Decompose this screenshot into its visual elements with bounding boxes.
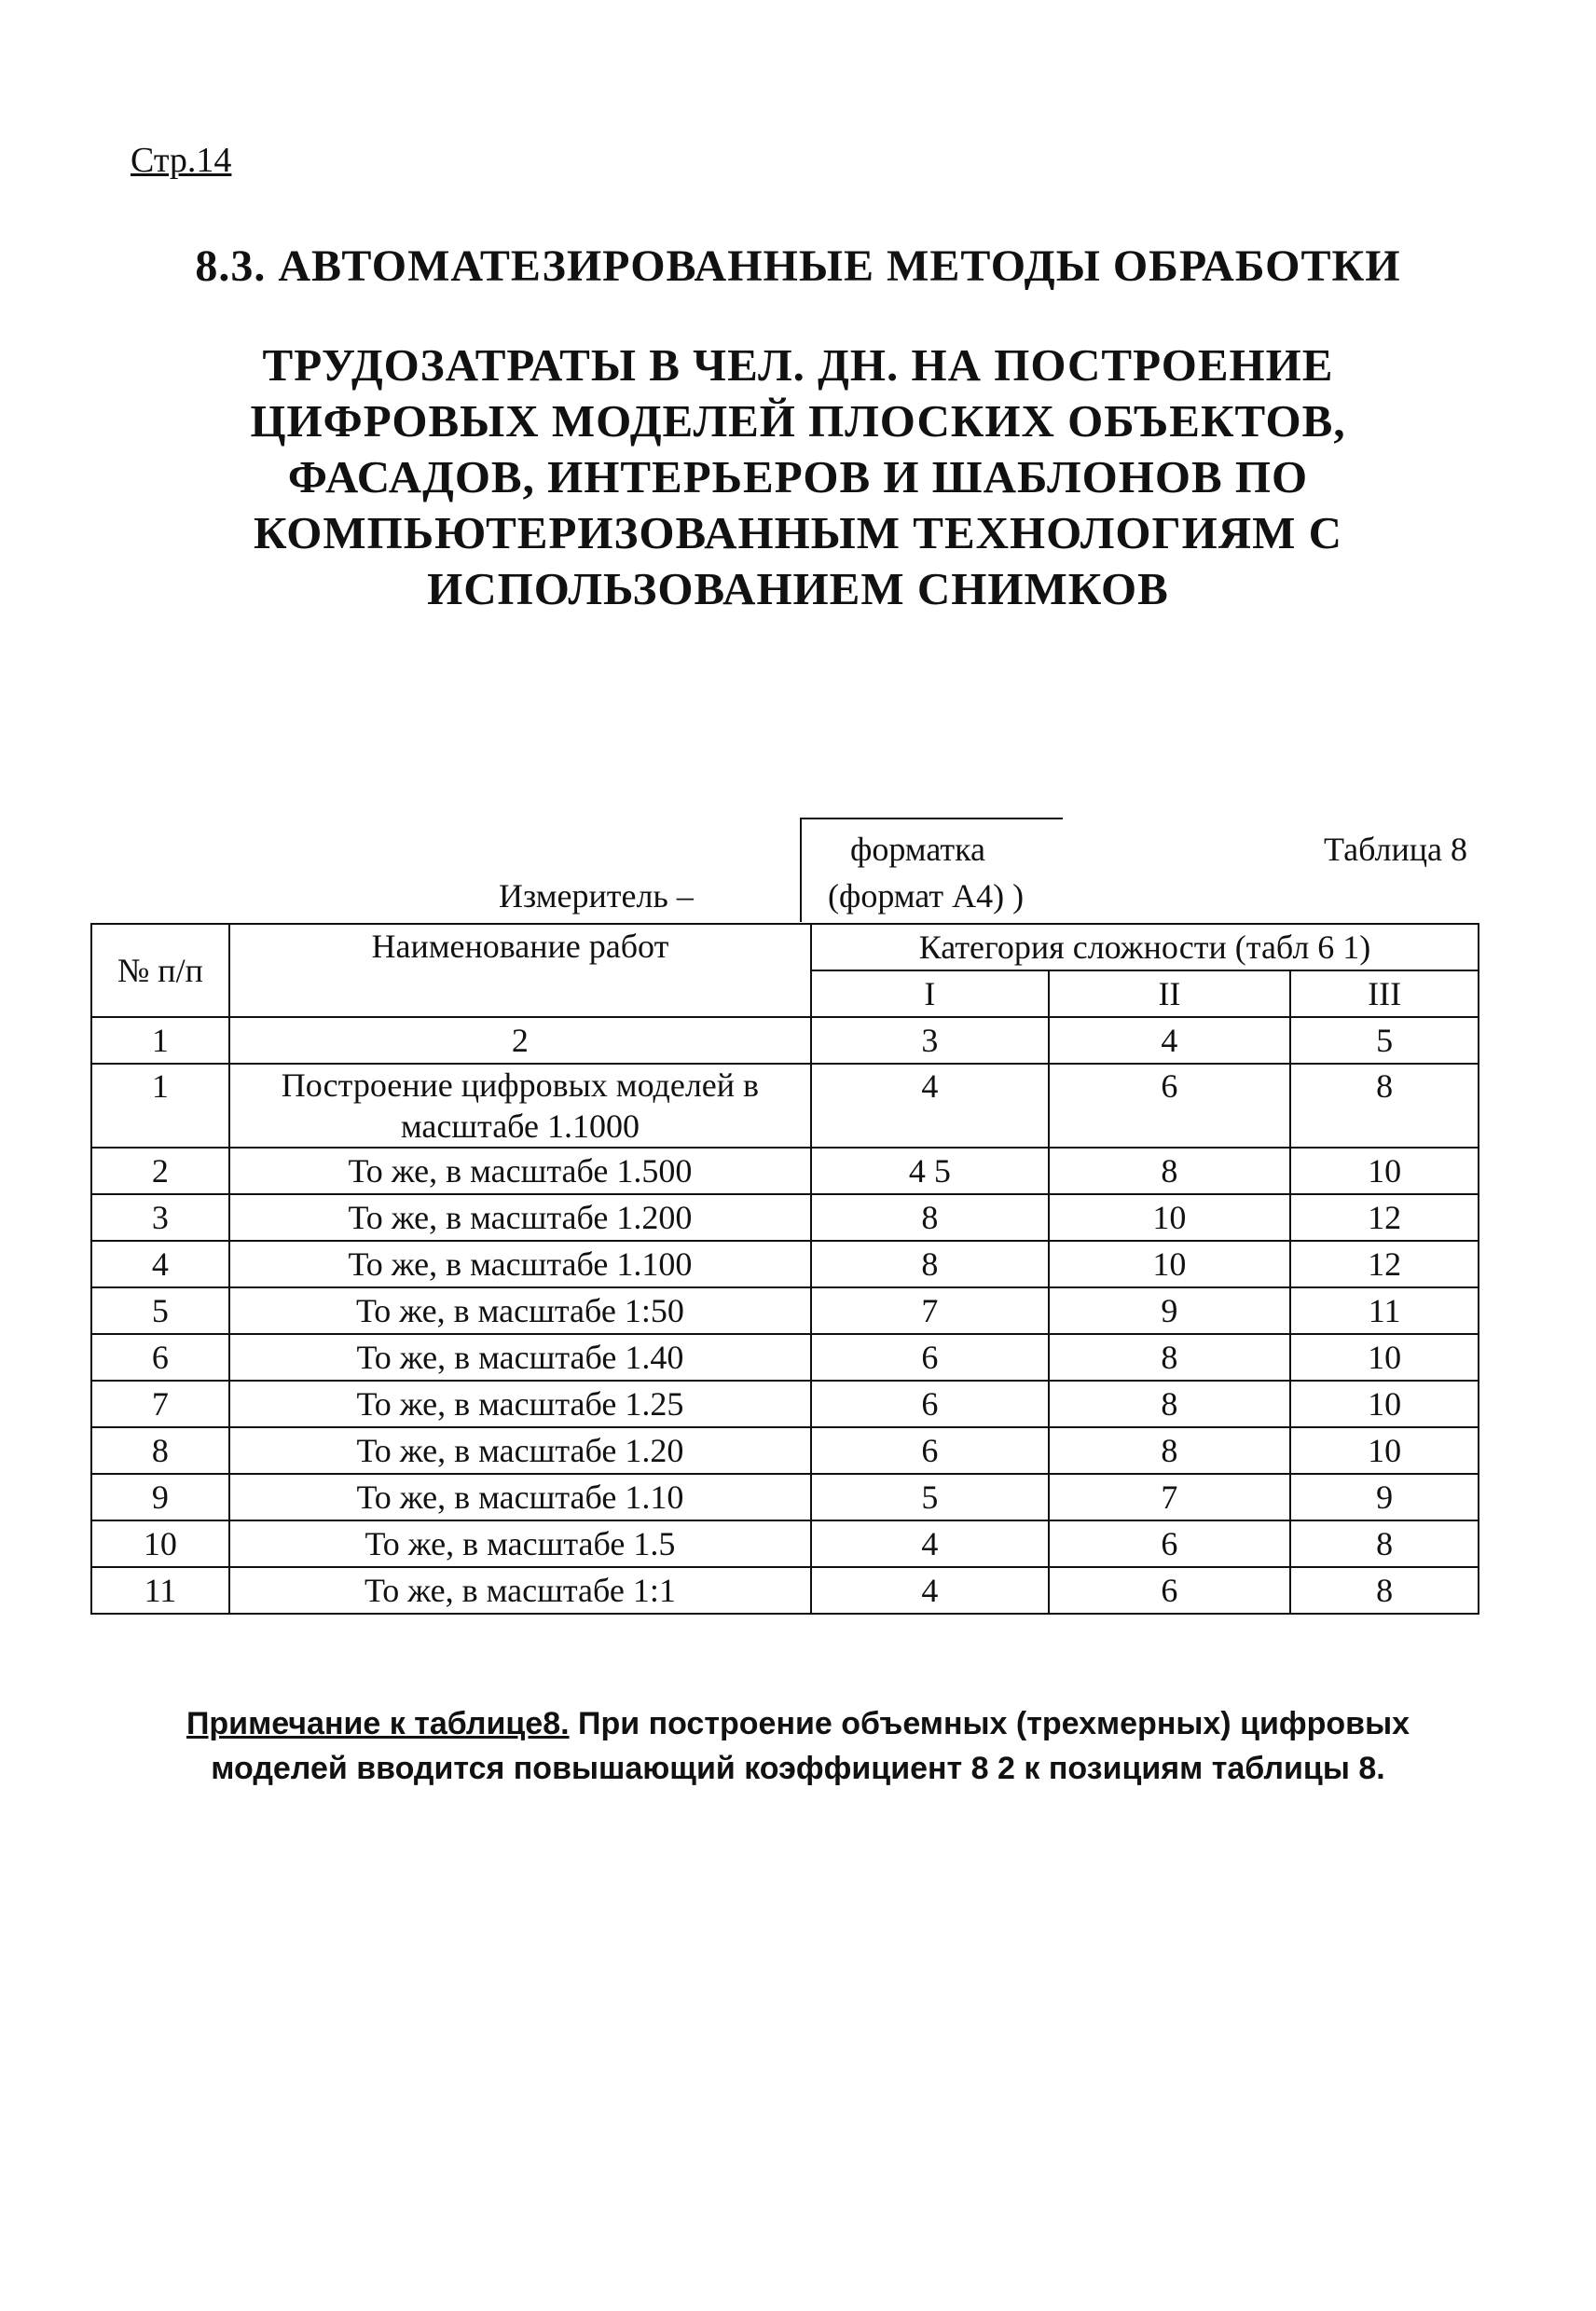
row-cat-2: 8 — [1049, 1381, 1291, 1427]
row-num: 7 — [91, 1381, 229, 1427]
row-name: То же, в масштабе 1.5 — [229, 1520, 811, 1567]
column-number-row — [91, 1017, 1479, 1064]
row-num: 4 — [91, 1241, 229, 1287]
row-num: 2 — [91, 1148, 229, 1194]
table-note — [0, 1701, 1596, 1791]
row-cat-2: 8 — [1049, 1334, 1291, 1381]
header-name: Наименование работ — [229, 924, 811, 1017]
table-row — [91, 1064, 1479, 1148]
column-number: 4 — [1049, 1017, 1291, 1064]
table-row — [91, 1241, 1479, 1287]
row-num: 11 — [91, 1567, 229, 1614]
main-title-line: ФАСАДОВ, ИНТЕРЬЕРОВ И ШАБЛОНОВ ПО — [287, 451, 1309, 502]
row-cat-1: 7 — [811, 1287, 1049, 1334]
page-number: Стр.14 — [131, 141, 232, 180]
table-row — [91, 1381, 1479, 1427]
row-name: Построение цифровых моделей в масштабе 1.1000 — [229, 1064, 811, 1148]
row-cat-3: 8 — [1290, 1520, 1479, 1567]
meter-unit-line1: форматка — [850, 831, 986, 868]
row-name: То же, в масштабе 1.25 — [229, 1381, 811, 1427]
row-cat-3: 12 — [1290, 1194, 1479, 1241]
row-cat-3: 10 — [1290, 1148, 1479, 1194]
table-row — [91, 1567, 1479, 1614]
row-name: То же, в масштабе 1.40 — [229, 1334, 811, 1381]
row-cat-1: 6 — [811, 1381, 1049, 1427]
note-label: Примечание к таблице8. — [186, 1706, 570, 1741]
main-title-line: ИСПОЛЬЗОВАНИЕМ СНИМКОВ — [427, 563, 1169, 614]
row-name: То же, в масштабе 1.20 — [229, 1427, 811, 1474]
row-num: 3 — [91, 1194, 229, 1241]
row-cat-3: 10 — [1290, 1334, 1479, 1381]
meter-label: Измеритель – — [499, 877, 694, 915]
row-cat-3: 10 — [1290, 1381, 1479, 1427]
row-cat-1: 4 — [811, 1520, 1049, 1567]
row-num: 1 — [91, 1064, 229, 1148]
row-cat-3: 12 — [1290, 1241, 1479, 1287]
header-num: № п/п — [91, 924, 229, 1017]
table-row — [91, 1474, 1479, 1520]
row-cat-2: 9 — [1049, 1287, 1291, 1334]
row-cat-2: 7 — [1049, 1474, 1291, 1520]
note-line-1 — [0, 1701, 1596, 1746]
note-text: При построение объемных (трехмерных) цифровых — [569, 1706, 1410, 1741]
meter-unit-line2: (формат А4) ) — [828, 877, 1025, 915]
row-name: То же, в масштабе 1.100 — [229, 1241, 811, 1287]
row-cat-1: 5 — [811, 1474, 1049, 1520]
row-name: То же, в масштабе 1:50 — [229, 1287, 811, 1334]
row-cat-2: 6 — [1049, 1520, 1291, 1567]
row-cat-2: 10 — [1049, 1241, 1291, 1287]
table-caption: Таблица 8 — [1324, 831, 1467, 868]
row-cat-1: 4 — [811, 1064, 1049, 1148]
row-cat-3: 9 — [1290, 1474, 1479, 1520]
row-num: 5 — [91, 1287, 229, 1334]
row-num: 8 — [91, 1427, 229, 1474]
row-cat-2: 10 — [1049, 1194, 1291, 1241]
section-title: 8.3. АВТОМАТЕЗИРОВАННЫЕ МЕТОДЫ ОБРАБОТКИ — [195, 241, 1401, 291]
row-cat-3: 11 — [1290, 1287, 1479, 1334]
row-num: 10 — [91, 1520, 229, 1567]
main-title-line: ТРУДОЗАТРАТЫ В ЧЕЛ. ДН. НА ПОСТРОЕНИЕ — [262, 339, 1334, 391]
main-title-line: ЦИФРОВЫХ МОДЕЛЕЙ ПЛОСКИХ ОБЪЕКТОВ, — [250, 395, 1346, 447]
row-cat-2: 6 — [1049, 1567, 1291, 1614]
row-cat-1: 8 — [811, 1194, 1049, 1241]
row-cat-1: 6 — [811, 1427, 1049, 1474]
row-cat-3: 8 — [1290, 1064, 1479, 1148]
table-row — [91, 1520, 1479, 1567]
row-num: 6 — [91, 1334, 229, 1381]
row-name: То же, в масштабе 1.500 — [229, 1148, 811, 1194]
row-cat-1: 8 — [811, 1241, 1049, 1287]
row-cat-2: 8 — [1049, 1427, 1291, 1474]
table-row — [91, 1148, 1479, 1194]
header-category-2: II — [1049, 970, 1291, 1017]
column-number: 1 — [91, 1017, 229, 1064]
row-name: То же, в масштабе 1.10 — [229, 1474, 811, 1520]
column-number: 3 — [811, 1017, 1049, 1064]
row-cat-1: 4 5 — [811, 1148, 1049, 1194]
row-cat-2: 6 — [1049, 1064, 1291, 1148]
row-name: То же, в масштабе 1.200 — [229, 1194, 811, 1241]
main-title-line: КОМПЬЮТЕРИЗОВАННЫМ ТЕХНОЛОГИЯМ С — [253, 507, 1343, 558]
row-cat-1: 6 — [811, 1334, 1049, 1381]
column-number: 5 — [1290, 1017, 1479, 1064]
table-row — [91, 1427, 1479, 1474]
table-row — [91, 1194, 1479, 1241]
column-number: 2 — [229, 1017, 811, 1064]
row-cat-2: 8 — [1049, 1148, 1291, 1194]
header-category: Категория сложности (табл 6 1) — [811, 924, 1479, 970]
row-cat-1: 4 — [811, 1567, 1049, 1614]
header-category-3: III — [1290, 970, 1479, 1017]
row-cat-3: 10 — [1290, 1427, 1479, 1474]
row-name: То же, в масштабе 1:1 — [229, 1567, 811, 1614]
note-line-2: моделей вводится повышающий коэффициент 8 2 к позициям таблицы 8. — [211, 1751, 1385, 1786]
header-category-1: I — [811, 970, 1049, 1017]
main-title — [0, 337, 1596, 617]
work-table — [90, 923, 1479, 1615]
row-cat-3: 8 — [1290, 1567, 1479, 1614]
table-row — [91, 1287, 1479, 1334]
table-row — [91, 1334, 1479, 1381]
table-body — [91, 1064, 1479, 1614]
row-num: 9 — [91, 1474, 229, 1520]
